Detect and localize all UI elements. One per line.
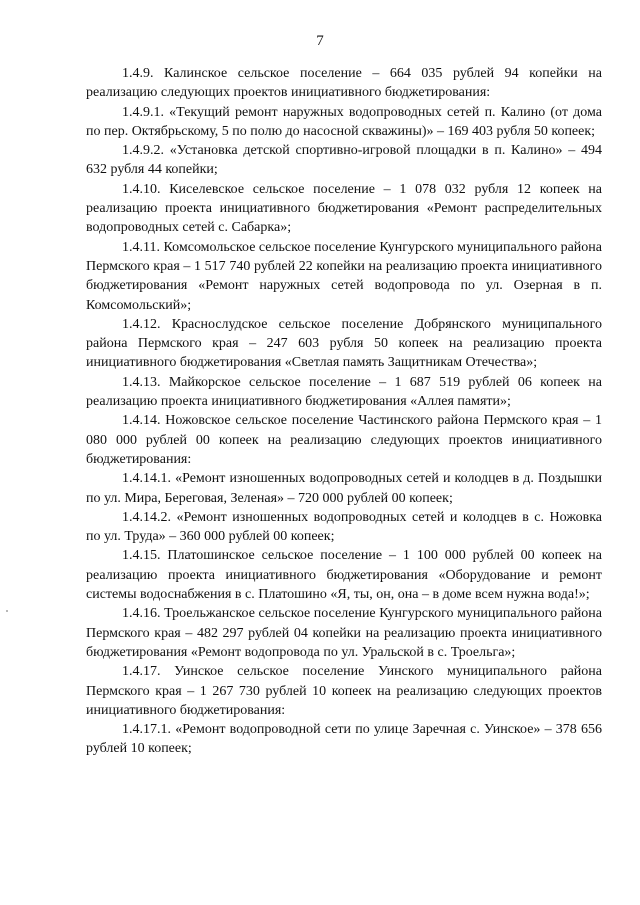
paragraph-1-4-12: 1.4.12. Краснослудское сельское поселение Добрянского муниципального района Пермского края – 247 603 рубля 50 копеек на реализацию проекта инициативного бюджетирования «Светлая память Защитникам Отечества»; [86, 316, 602, 371]
paragraph-1-4-15: 1.4.15. Платошинское сельское поселение – 1 100 000 рублей 00 копеек на реализацию проекта инициативного бюджетирования «Оборудование и ремонт системы водоснабжения в с. Платошино «Я, ты, он, она – в доме всем нужна вода!»; [86, 548, 602, 603]
paragraph-1-4-9-2: 1.4.9.2. «Установка детской спортивно-игровой площадки в п. Калино» – 494 632 рубля 44 копейки; [86, 143, 602, 178]
paragraph-1-4-10: 1.4.10. Киселевское сельское поселение – 1 078 032 рубля 12 копеек на реализацию проекта инициативного бюджетирования «Ремонт распределительных водопроводных сетей с. Сабарка»; [86, 181, 602, 236]
page-number: 7 [316, 33, 324, 49]
paragraph-1-4-13: 1.4.13. Майкорское сельское поселение – 1 687 519 рублей 06 копеек на реализацию проекта инициативного бюджетирования «Аллея памяти»; [86, 374, 602, 410]
paragraph-1-4-11: 1.4.11. Комсомольское сельское поселение Кунгурского муниципального района Пермского края – 1 517 740 рублей 22 копейки на реализацию проекта инициативного бюджетирования «Ремонт наружных сетей водопровода по ул. Озерная в п. Комсомольский»; [86, 239, 602, 313]
paragraph-1-4-16: 1.4.16. Троельжанское сельское поселение Кунгурского муниципального района Пермского края – 482 297 рублей 04 копейки на реализацию проекта инициативного бюджетирования «Ремонт водопровода по ул. Уральской в с. Троельга»; [86, 606, 602, 660]
paragraph-1-4-14-2: 1.4.14.2. «Ремонт изношенных водопроводных сетей и колодцев в с. Ножовка по ул. Труда» – 360 000 рублей 00 копеек; [86, 509, 602, 545]
paragraph-1-4-14-1: 1.4.14.1. «Ремонт изношенных водопроводных сетей и колодцев в д. Поздышки по ул. Мира, Береговая, Зеленая» – 720 000 рублей 00 копеек; [86, 471, 602, 506]
paragraph-1-4-9: 1.4.9. Калинское сельское поселение – 664 035 рублей 94 копейки на реализацию следующих проектов инициативного бюджетирования: [86, 66, 602, 101]
scan-margin-mark [6, 610, 8, 612]
paragraph-1-4-9-1: 1.4.9.1. «Текущий ремонт наружных водопроводных сетей п. Калино (от дома по пер. Октябрьскому, 5 по полю до насосной скважины)» – 169 403 рубля 50 копеек; [86, 104, 602, 139]
paragraph-1-4-14: 1.4.14. Ножовское сельское поселение Частинского района Пермского края – 1 080 000 рублей 00 копеек на реализацию следующих проектов инициативного бюджетирования: [86, 413, 602, 467]
paragraph-1-4-17-1: 1.4.17.1. «Ремонт водопроводной сети по улице Заречная с. Уинское» – 378 656 рублей 10 копеек; [86, 722, 602, 757]
document-body [86, 64, 602, 759]
paragraph-1-4-17: 1.4.17. Уинское сельское поселение Уинского муниципального района Пермского края – 1 267 730 рублей 10 копеек на реализацию следующих проектов инициативного бюджетирования: [86, 664, 602, 718]
